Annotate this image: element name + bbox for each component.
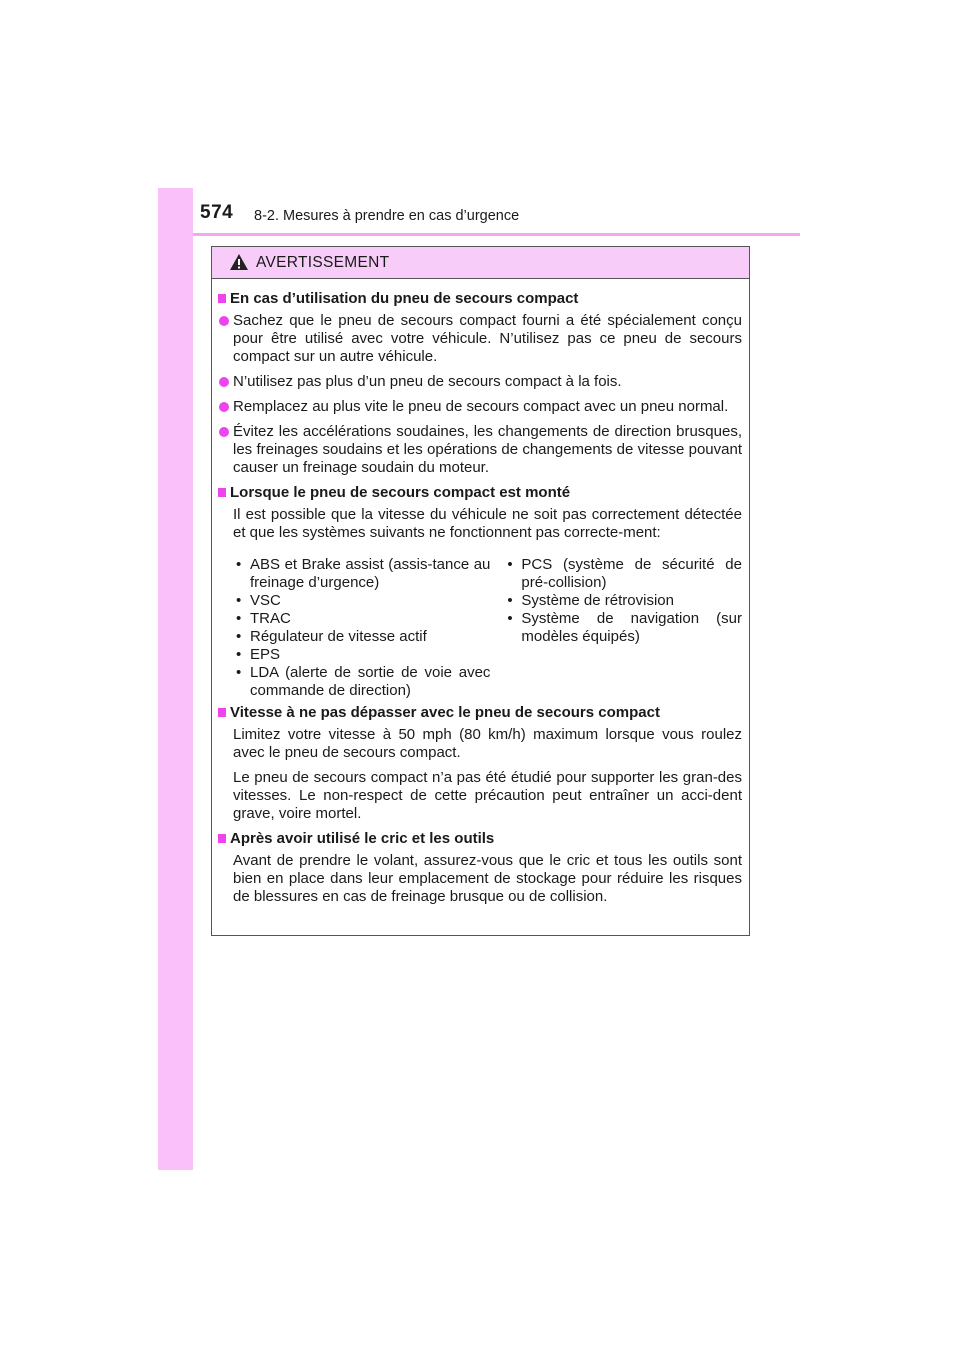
- paragraph: Il est possible que la vitesse du véhicule ne soit pas correctement détectée et que les systèmes suivants ne fonctionnent pas correcte-ment:: [233, 506, 742, 541]
- list-item: Évitez les accélérations soudaines, les changements de direction brusques, les freinages soudains et les opérations de changements de vitesse pouvant causer un freinage soudain du moteur.: [216, 423, 742, 477]
- round-bullet-icon: [219, 377, 229, 387]
- page-number: 574: [200, 202, 234, 223]
- square-bullet-icon: [218, 488, 226, 497]
- list-item: • Système de navigation (sur modèles équipés): [504, 610, 742, 646]
- round-bullet-icon: [219, 316, 229, 326]
- list-item: • EPS: [233, 646, 490, 664]
- list-item: • LDA (alerte de sortie de voie avec commande de direction): [233, 664, 490, 700]
- section-heading: Après avoir utilisé le cric et les outils: [216, 830, 742, 848]
- square-bullet-icon: [218, 834, 226, 843]
- paragraph: Limitez votre vitesse à 50 mph (80 km/h) maximum lorsque vous roulez avec le pneu de secours compact.: [233, 726, 742, 761]
- section-title: 8-2. Mesures à prendre en cas d’urgence: [254, 208, 520, 224]
- section-heading: Vitesse à ne pas dépasser avec le pneu de secours compact: [216, 704, 742, 722]
- list-item: • PCS (système de sécurité de pré-collision): [504, 556, 742, 592]
- list-item: • Régulateur de vitesse actif: [233, 628, 490, 646]
- header-rule: [193, 233, 800, 236]
- paragraph: Le pneu de secours compact n’a pas été étudié pour supporter les gran-des vitesses. Le non-respect de cette précaution peut entraîner un acci-dent grave, voire mortel.: [233, 769, 742, 822]
- systems-list-left: [233, 556, 490, 700]
- list-item: N’utilisez pas plus d’un pneu de secours compact à la fois.: [216, 373, 742, 391]
- side-band: [158, 188, 193, 1170]
- paragraph: Avant de prendre le volant, assurez-vous que le cric et tous les outils sont bien en place dans leur emplacement de stockage pour réduire les risques de blessures en cas de freinage brusque ou de collision.: [233, 852, 742, 905]
- list-item: Remplacez au plus vite le pneu de secours compact avec un pneu normal.: [216, 398, 742, 416]
- round-bullet-icon: [219, 402, 229, 412]
- list-item: • VSC: [233, 592, 490, 610]
- square-bullet-icon: [218, 294, 226, 303]
- systems-list-right: [504, 556, 742, 700]
- warning-header: [212, 247, 749, 279]
- warning-box: [211, 246, 750, 936]
- list-item: • Système de rétrovision: [504, 592, 742, 610]
- round-bullet-icon: [219, 427, 229, 437]
- section-heading: Lorsque le pneu de secours compact est monté: [216, 484, 742, 502]
- systems-list: [216, 556, 742, 700]
- list-item: Sachez que le pneu de secours compact fourni a été spécialement conçu pour être utilisé avec votre véhicule. N’utilisez pas ce pneu de secours compact sur un autre véhicule.: [216, 312, 742, 366]
- square-bullet-icon: [218, 708, 226, 717]
- list-item: • TRAC: [233, 610, 490, 628]
- list-item: • ABS et Brake assist (assis-tance au freinage d’urgence): [233, 556, 490, 592]
- warning-body: [212, 279, 749, 906]
- section-heading: En cas d’utilisation du pneu de secours compact: [216, 290, 742, 308]
- warning-title: AVERTISSEMENT: [256, 254, 390, 271]
- warning-icon: [229, 253, 249, 271]
